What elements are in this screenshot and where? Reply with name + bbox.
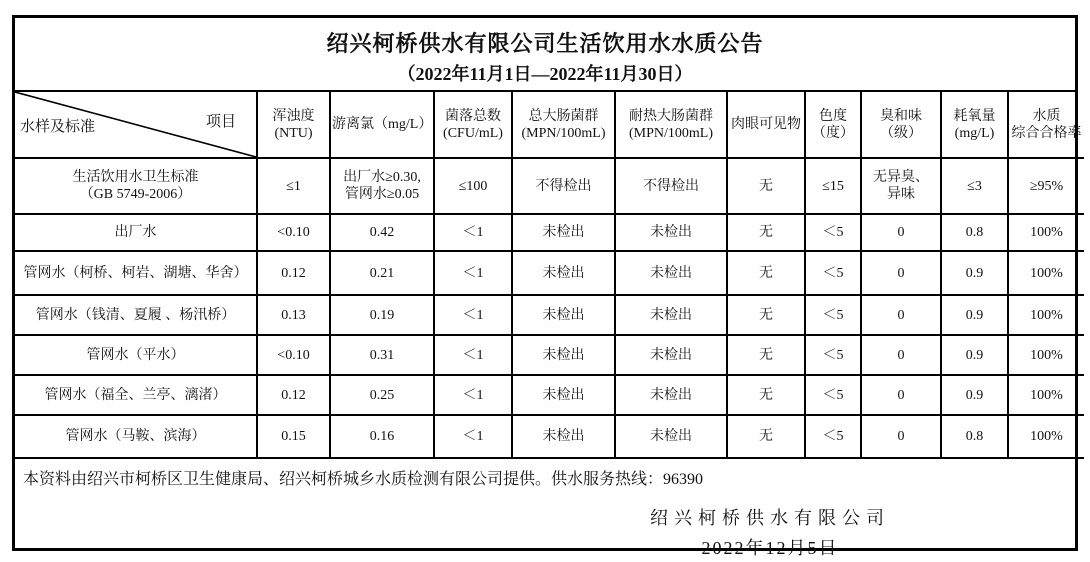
table-cell: 100% bbox=[1008, 295, 1084, 335]
table-cell: <0.10 bbox=[257, 335, 330, 375]
table-row bbox=[15, 295, 1084, 335]
date-range-subtitle: （2022年11月1日—2022年11月30日） bbox=[397, 64, 693, 84]
footer-signature bbox=[590, 503, 950, 562]
table-cell: ＜5 bbox=[805, 295, 861, 335]
table-cell: 0.12 bbox=[257, 251, 330, 295]
water-quality-table bbox=[15, 92, 1084, 459]
table-cell: 100% bbox=[1008, 214, 1084, 251]
column-header-overall-pass-rate: 水质 综合合格率 bbox=[1008, 92, 1084, 158]
table-cell: 0.8 bbox=[941, 214, 1008, 251]
corner-label-item: 项目 bbox=[205, 114, 236, 130]
table-cell: 0.9 bbox=[941, 335, 1008, 375]
table-cell: <0.10 bbox=[257, 214, 330, 251]
table-cell: ＜5 bbox=[805, 214, 861, 251]
table-cell: 100% bbox=[1008, 335, 1084, 375]
table-cell: 0.25 bbox=[330, 375, 434, 415]
table-body bbox=[15, 158, 1084, 458]
table-cell: 未检出 bbox=[512, 335, 615, 375]
table-cell: 未检出 bbox=[615, 375, 727, 415]
table-cell: 0.9 bbox=[941, 375, 1008, 415]
footer-block bbox=[15, 459, 1075, 558]
table-cell: 无 bbox=[727, 375, 805, 415]
title-block bbox=[15, 18, 1075, 92]
table-cell: 出厂水≥0.30, 管网水≥0.05 bbox=[330, 158, 434, 214]
table-cell: 100% bbox=[1008, 375, 1084, 415]
row-label: 管网水（钱清、夏履 、杨汛桥） bbox=[15, 295, 257, 335]
table-cell: 无 bbox=[727, 335, 805, 375]
table-cell: 0.8 bbox=[941, 415, 1008, 458]
table-cell: 0.13 bbox=[257, 295, 330, 335]
table-cell: 无 bbox=[727, 214, 805, 251]
table-cell: 未检出 bbox=[512, 295, 615, 335]
table-cell: 未检出 bbox=[615, 251, 727, 295]
table-cell: 未检出 bbox=[615, 415, 727, 458]
table-row bbox=[15, 375, 1084, 415]
table-cell: ≤3 bbox=[941, 158, 1008, 214]
table-cell: 0 bbox=[861, 295, 941, 335]
row-label: 出厂水 bbox=[15, 214, 257, 251]
table-cell: 0.15 bbox=[257, 415, 330, 458]
table-cell: 无异臭、 异味 bbox=[861, 158, 941, 214]
table-cell: 0.9 bbox=[941, 295, 1008, 335]
table-cell: ≤1 bbox=[257, 158, 330, 214]
footer-company-name: 绍兴柯桥供水有限公司 bbox=[650, 508, 890, 528]
standard-row bbox=[15, 158, 1084, 214]
column-header-total-colony-count: 菌落总数 (CFU/mL) bbox=[434, 92, 512, 158]
table-cell: 0.9 bbox=[941, 251, 1008, 295]
row-label: 管网水（平水） bbox=[15, 335, 257, 375]
table-cell: 0.42 bbox=[330, 214, 434, 251]
table-cell: 0.31 bbox=[330, 335, 434, 375]
table-cell: ＜1 bbox=[434, 415, 512, 458]
row-label: 管网水（福全、兰亭、漓渚） bbox=[15, 375, 257, 415]
table-cell: 0 bbox=[861, 415, 941, 458]
water-quality-announcement bbox=[12, 15, 1082, 558]
table-row bbox=[15, 415, 1084, 458]
table-cell: ＜1 bbox=[434, 335, 512, 375]
table-cell: 未检出 bbox=[512, 415, 615, 458]
table-cell: 未检出 bbox=[512, 251, 615, 295]
column-header-odor-taste: 臭和味 （级） bbox=[861, 92, 941, 158]
table-cell: ≥95% bbox=[1008, 158, 1084, 214]
table-cell: ＜1 bbox=[434, 375, 512, 415]
table-cell: ＜5 bbox=[805, 251, 861, 295]
table-row bbox=[15, 335, 1084, 375]
table-cell: ＜5 bbox=[805, 375, 861, 415]
corner-label-sample-standard: 水样及标准 bbox=[20, 119, 96, 135]
table-cell: 0 bbox=[861, 214, 941, 251]
row-label: 管网水（柯桥、柯岩、湖塘、华舍） bbox=[15, 251, 257, 295]
column-header-total-coliforms: 总大肠菌群 (MPN/100mL) bbox=[512, 92, 615, 158]
table-cell: ＜5 bbox=[805, 415, 861, 458]
table-cell: 0.16 bbox=[330, 415, 434, 458]
table-cell: ＜1 bbox=[434, 295, 512, 335]
table-cell: 0 bbox=[861, 375, 941, 415]
table-cell: ≤100 bbox=[434, 158, 512, 214]
header-row bbox=[15, 92, 1084, 158]
table-cell: 无 bbox=[727, 158, 805, 214]
page-title: 绍兴柯桥供水有限公司生活饮用水水质公告 bbox=[326, 31, 764, 56]
table-row bbox=[15, 251, 1084, 295]
column-header-visible-matter: 肉眼可见物 bbox=[727, 92, 805, 158]
table-cell: 未检出 bbox=[615, 214, 727, 251]
column-header-thermotolerant-coliforms: 耐热大肠菌群 (MPN/100mL) bbox=[615, 92, 727, 158]
table-cell: 未检出 bbox=[615, 295, 727, 335]
row-label: 生活饮用水卫生标准 （GB 5749-2006） bbox=[15, 158, 257, 214]
table-cell: 无 bbox=[727, 415, 805, 458]
diagonal-header-cell bbox=[15, 92, 257, 158]
table-cell: 不得检出 bbox=[512, 158, 615, 214]
table-cell: ≤15 bbox=[805, 158, 861, 214]
table-cell: ＜5 bbox=[805, 335, 861, 375]
table-cell: 未检出 bbox=[615, 335, 727, 375]
table-cell: ＜1 bbox=[434, 214, 512, 251]
table-cell: 无 bbox=[727, 251, 805, 295]
column-header-turbidity: 浑浊度 (NTU) bbox=[257, 92, 330, 158]
table-cell: ＜1 bbox=[434, 251, 512, 295]
row-label: 管网水（马鞍、滨海） bbox=[15, 415, 257, 458]
table-cell: 0 bbox=[861, 251, 941, 295]
table-cell: 100% bbox=[1008, 251, 1084, 295]
footer-note: 本资料由绍兴市柯桥区卫生健康局、绍兴柯桥城乡水质检测有限公司提供。供水服务热线：96390 bbox=[23, 471, 704, 488]
column-header-oxygen-consumption: 耗氧量 (mg/L) bbox=[941, 92, 1008, 158]
footer-date: 2022年12月5日 bbox=[701, 538, 839, 558]
table-cell: 100% bbox=[1008, 415, 1084, 458]
table-cell: 未检出 bbox=[512, 214, 615, 251]
table-row bbox=[15, 214, 1084, 251]
column-header-chroma: 色度 （度） bbox=[805, 92, 861, 158]
table-cell: 0.21 bbox=[330, 251, 434, 295]
table-cell: 0.12 bbox=[257, 375, 330, 415]
column-header-free-chlorine: 游离氯（mg/L） bbox=[330, 92, 434, 158]
table-cell: 无 bbox=[727, 295, 805, 335]
table-cell: 未检出 bbox=[512, 375, 615, 415]
table-cell: 不得检出 bbox=[615, 158, 727, 214]
table-cell: 0.19 bbox=[330, 295, 434, 335]
table-cell: 0 bbox=[861, 335, 941, 375]
